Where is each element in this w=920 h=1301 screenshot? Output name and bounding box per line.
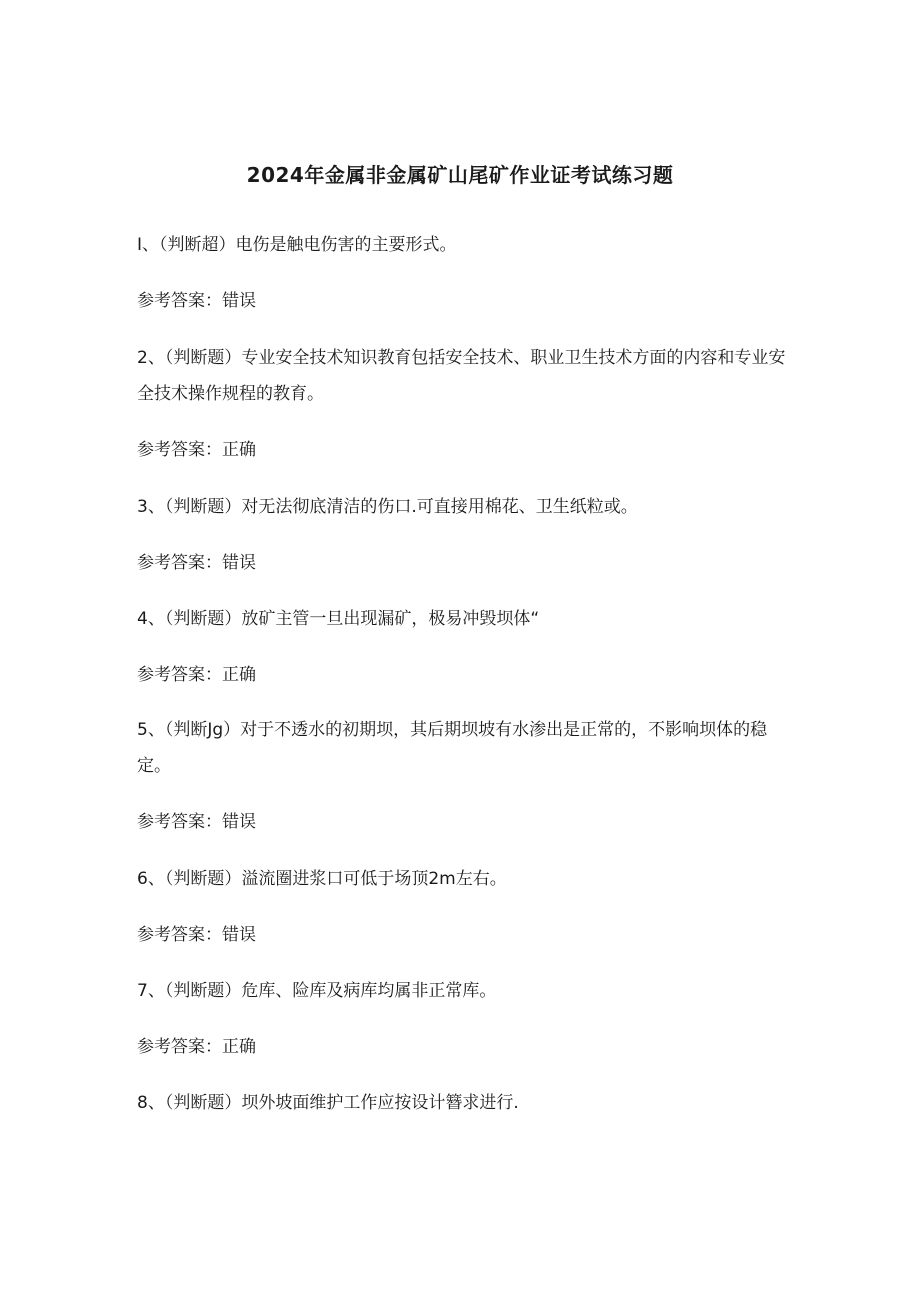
answer-5: 参考答案：错误 [137, 812, 256, 832]
answer-2: 参考答案：正确 [137, 440, 256, 460]
question-5: 5、（判断Jg）对于不透水的初期坝，其后期坝坡有水渗出是正常的，不影响坝体的稳定。 [137, 720, 768, 776]
question-1: I、（判断超）电伤是触电伤害的主要形式。 [137, 235, 457, 255]
question-8: 8、（判断题）坝外坡面维护工作应按设计簪求进行. [137, 1093, 519, 1113]
document-title: 2024年金属非金属矿山尾矿作业证考试练习题 [246, 163, 674, 187]
question-6: 6、（判断题）溢流圈进浆口可低于场顶2m左右。 [137, 869, 507, 889]
question-3: 3、（判断题）对无法彻底清洁的伤口.可直接用棉花、卫生纸粒或。 [137, 497, 638, 517]
question-2: 2、（判断题）专业安全技术知识教育包括安全技术、职业卫生技术方面的内容和专业安全技术操作规程的教育。 [137, 348, 786, 404]
answer-7: 参考答案：正确 [137, 1037, 256, 1057]
question-4: 4、（判断题）放矿主管一旦出现漏矿，极易冲毁坝体“ [137, 609, 540, 629]
answer-3: 参考答案：错误 [137, 553, 256, 573]
question-7: 7、（判断题）危库、险库及病库均属非正常库。 [137, 981, 497, 1001]
answer-6: 参考答案：错误 [137, 925, 256, 945]
answer-1: 参考答案：错误 [137, 291, 256, 311]
answer-4: 参考答案：正确 [137, 665, 256, 685]
